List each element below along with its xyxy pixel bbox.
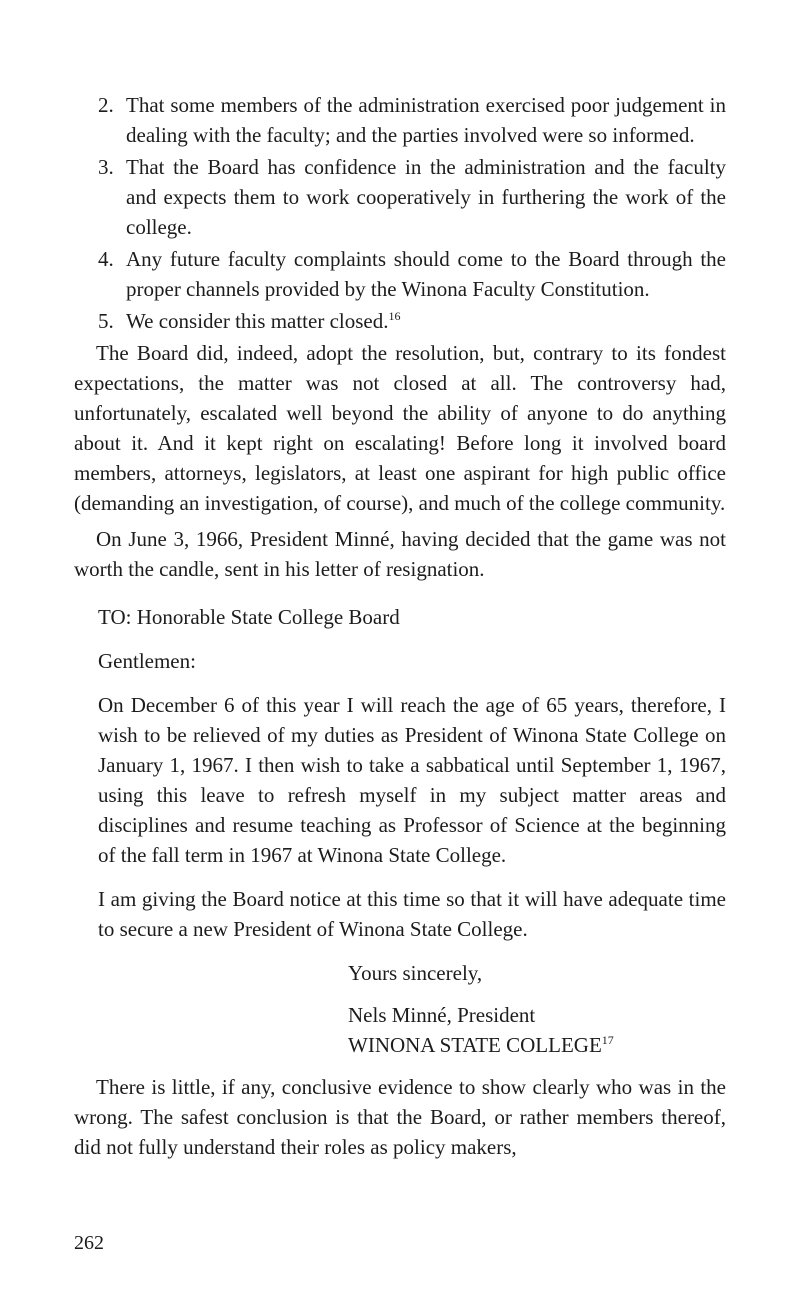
letter-body: On December 6 of this year I will reach the age of 65 years, therefore, I wish to be relieved of my duties as President of Winona State College on January 1, 1967. I then wish to take a sabbatical until September 1, 1967, using this leave to refresh myself in my subject matter areas and disciplines and resume teaching as Professor of Science at the beginning of the fall term in 1967 at Winona State College. <box>98 693 726 867</box>
signature-org: WINONA STATE COLLEGE <box>348 1033 602 1057</box>
letter-addressee: TO: Honorable State College Board <box>98 605 400 629</box>
resolution-list <box>74 90 726 336</box>
letter-closing: Yours sincerely, <box>348 961 483 985</box>
list-text-wrap <box>126 306 726 336</box>
list-item <box>74 306 726 336</box>
page-content <box>74 90 726 1168</box>
list-item <box>74 152 726 242</box>
letter-salutation: Gentlemen: <box>98 649 196 673</box>
list-number: 4. <box>98 247 114 271</box>
footnote-ref: 17 <box>601 1033 614 1047</box>
resignation-letter <box>98 602 726 1060</box>
list-text: That the Board has confidence in the administration and the faculty and expects them to work cooperatively in furthering the work of the college. <box>126 155 726 239</box>
list-number: 3. <box>98 155 114 179</box>
footnote-ref: 16 <box>388 309 401 323</box>
signature-name: Nels Minné, President <box>348 1003 536 1027</box>
body-paragraph: On June 3, 1966, President Minné, having decided that the game was not worth the candle, sent in his letter of resignation. <box>74 527 726 581</box>
letter-signature <box>348 1000 726 1060</box>
signature-org-line <box>348 1030 726 1060</box>
list-number: 5. <box>98 309 114 333</box>
letter-signature-block <box>348 958 726 1060</box>
list-text: That some members of the administration exercised poor judgement in dealing with the faculty; and the parties involved were so informed. <box>126 93 726 147</box>
page-number: 262 <box>74 1232 104 1254</box>
body-paragraph: The Board did, indeed, adopt the resolution, but, contrary to its fondest expectations, the matter was not closed at all. The controversy had, unfortunately, escalated well beyond the ability of anyone to do anything about it. And it kept right on escalating! Before long it involved board members, attorneys, legislators, at least one aspirant for high public office (demanding an investigation, of course), and much of the college community. <box>74 341 726 515</box>
letter-body: I am giving the Board notice at this time so that it will have adequate time to secure a new President of Winona State College. <box>98 887 726 941</box>
list-item <box>74 90 726 150</box>
list-item <box>74 244 726 304</box>
list-number: 2. <box>98 93 114 117</box>
list-text: We consider this matter closed. <box>126 309 389 333</box>
body-paragraph: There is little, if any, conclusive evidence to show clearly who was in the wrong. The safest conclusion is that the Board, or rather members thereof, did not fully understand their roles as policy makers, <box>74 1075 726 1159</box>
list-text: Any future faculty complaints should come to the Board through the proper channels provided by the Winona Faculty Constitution. <box>126 247 726 301</box>
